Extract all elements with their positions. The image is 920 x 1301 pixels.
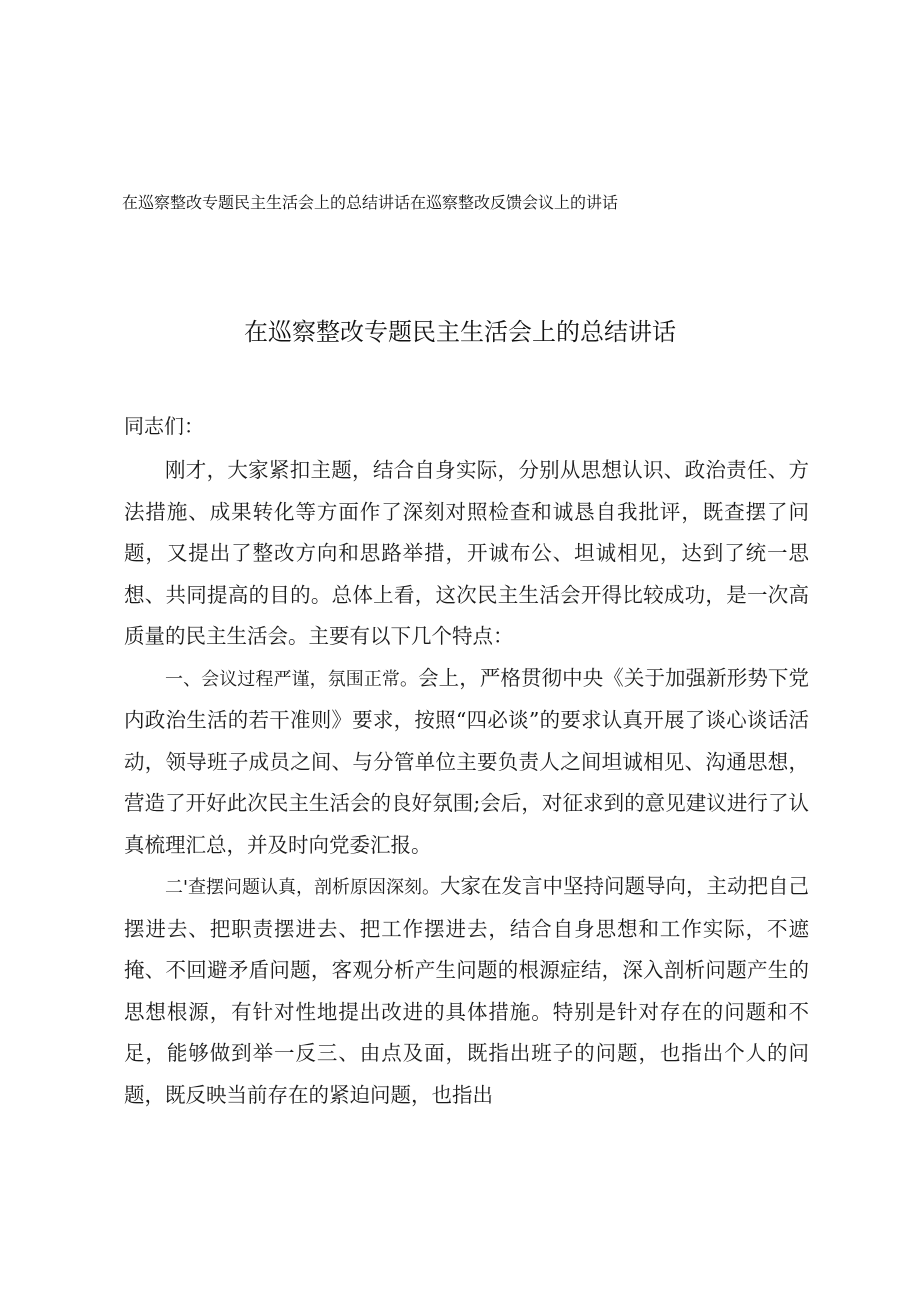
paragraph-lead: 一、会议过程严谨，氛围正常。 xyxy=(165,668,419,690)
running-title: 在巡察整改专题民主生活会上的总结讲话在巡察整改反馈会议上的讲话 xyxy=(122,193,619,212)
paragraph-text: 刚才，大家紧扣主题，结合自身实际，分别从思想认识、政治责任、方法措施、成果转化等方面作了深刻对照检查和诚恳自我批评，既查摆了问题，又提出了整改方向和思路举措，开诚布公、坦诚相见，达到了统一思想、共同提高的目的。总体上看，这次民主生活会开得比较成功，是一次高质量的民主生活会。主要有以下几个特点： xyxy=(124,458,809,648)
paragraph-text: 会上，严格贯彻中央《关于加强新形势下党内政治生活的若干准则》要求，按照“四必谈”的要求认真开展了谈心谈话活动，领导班子成员之间、与分管单位主要负责人之间坦诚相见、沟通思想，营造了开好此次民主生活会的良好氛围;会后，对征求到的意见建议进行了认真梳理汇总，并及时向党委汇报。 xyxy=(124,665,809,857)
salutation: 同志们： xyxy=(124,414,204,438)
paragraph-text: 大家在发言中坚持问题导向，主动把自己摆进去、把职责摆进去、把工作摆进去，结合自身思想和工作实际，不遮掩、不回避矛盾问题，客观分析产生问题的根源症结，深入剖析问题产生的思想根源，有针对性地提出改进的具体措施。特别是针对存在的问题和不足，能够做到举一反三、由点及面，既指出班子的问题，也指出个人的问题，既反映当前存在的紧迫问题，也指出 xyxy=(124,874,810,1107)
paragraph-lead: 二'查摆问题认真，剖析原因深刻。 xyxy=(165,877,440,898)
paragraph xyxy=(124,658,809,867)
paragraph xyxy=(124,450,809,658)
paragraph xyxy=(124,866,809,1116)
document-title: 在巡察整改专题民主生活会上的总结讲话 xyxy=(244,318,676,346)
document-body xyxy=(124,450,809,1116)
